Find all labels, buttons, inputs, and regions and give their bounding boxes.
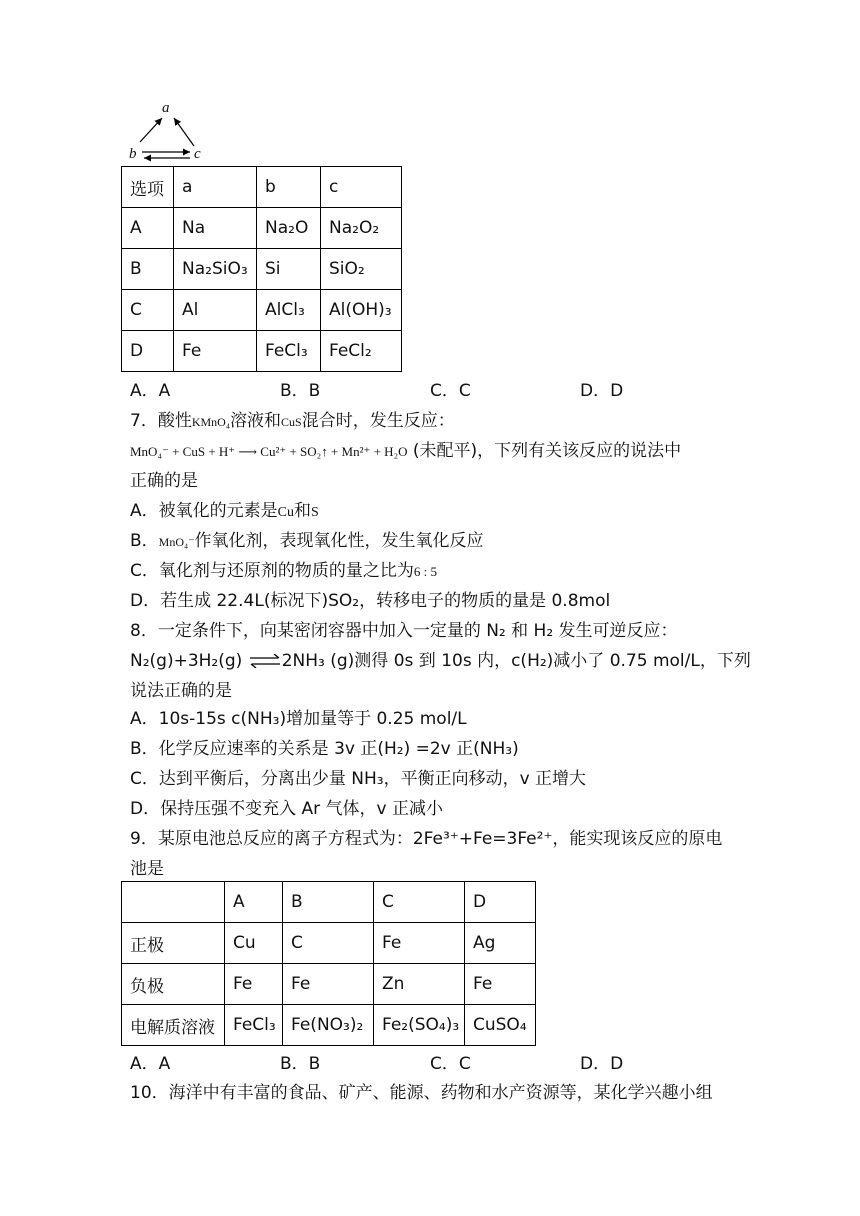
q7-a-s: S	[310, 505, 319, 520]
q7-line3: 正确的是	[130, 471, 198, 491]
q7-option-b	[130, 530, 484, 553]
q8-option-d: D．保持压强不变充入 Ar 气体，v 正减小	[130, 799, 443, 819]
table-row	[122, 290, 402, 331]
cell: FeCl₃	[257, 331, 321, 372]
cell: C	[122, 290, 174, 331]
q7-eq-note: (未配平)，下列有关该反应的说法中	[412, 441, 682, 461]
table-header-row	[122, 882, 536, 923]
options-table	[121, 166, 402, 372]
cell: Fe	[174, 331, 257, 372]
answer-c: C．C	[430, 1054, 471, 1074]
cell: Na₂SiO₃	[174, 249, 257, 290]
table-row	[122, 249, 402, 290]
q7-kmno4: KMnO₄	[191, 415, 231, 429]
answer-b: B．B	[280, 381, 321, 401]
cell: Zn	[374, 964, 465, 1005]
q7-a-text: A．被氧化的元素是	[130, 501, 278, 521]
cell: Si	[257, 249, 321, 290]
q7-option-a	[130, 500, 319, 524]
cell: Al(OH)₃	[321, 290, 402, 331]
answer-a: A．A	[130, 1054, 171, 1074]
answer-c: C．C	[430, 381, 471, 401]
cell: Na₂O₂	[321, 208, 402, 249]
cell: FeCl₂	[321, 331, 402, 372]
cell: C	[283, 923, 374, 964]
q7-mid: 溶液和	[230, 411, 282, 431]
table-row	[122, 1005, 536, 1046]
q7-c-pre: C．氧化剂与还原剂的物质的量之比为	[130, 561, 414, 581]
header-cell: C	[374, 882, 465, 923]
cell: Cu	[225, 923, 283, 964]
cell: SiO₂	[321, 249, 402, 290]
battery-table	[121, 881, 536, 1046]
q8-equation-line	[130, 650, 751, 672]
cell: Na₂O	[257, 208, 321, 249]
q7-option-c	[130, 560, 437, 583]
cell: 正极	[122, 923, 225, 964]
q7-stem	[130, 410, 455, 433]
cell: Fe(NO₃)₂	[283, 1005, 374, 1046]
table-row	[122, 208, 402, 249]
cell: 负极	[122, 964, 225, 1005]
q9-stem: 9．某原电池总反应的离子方程式为：2Fe³⁺+Fe=3Fe²⁺，能实现该反应的原电	[130, 829, 723, 849]
answer-d: D．D	[580, 381, 624, 401]
header-cell	[122, 882, 225, 923]
cell: Na	[174, 208, 257, 249]
answer-a: A．A	[130, 381, 171, 401]
header-cell: A	[225, 882, 283, 923]
node-a: a	[162, 100, 170, 116]
cell: D	[122, 331, 174, 372]
cycle-diagram	[124, 100, 214, 166]
node-c: c	[194, 146, 201, 162]
table-header-row	[122, 167, 402, 208]
table-row	[122, 331, 402, 372]
q7-cus: CuS	[281, 415, 302, 429]
cell: B	[122, 249, 174, 290]
q8-option-b: B．化学反应速率的关系是 3v 正(H₂) =2v 正(NH₃)	[130, 739, 519, 759]
equilibrium-arrow-icon	[248, 654, 282, 668]
cell: AlCl₃	[257, 290, 321, 331]
cell: 电解质溶液	[122, 1005, 225, 1046]
header-cell: b	[257, 167, 321, 208]
cell: Fe	[465, 964, 536, 1005]
q7-b-post: 作氧化剂，表现氧化性，发生氧化反应	[194, 531, 484, 551]
cell: A	[122, 208, 174, 249]
table-row	[122, 964, 536, 1005]
q8-stem: 8．一定条件下，向某密闭容器中加入一定量的 N₂ 和 H₂ 发生可逆反应：	[130, 621, 678, 641]
q7-prefix: 7．酸性	[130, 411, 192, 431]
q10-stem: 10．海洋中有丰富的食品、矿产、能源、药物和水产资源等，某化学兴趣小组	[130, 1083, 713, 1103]
header-cell: D	[465, 882, 536, 923]
cell: Fe	[225, 964, 283, 1005]
q7-equation: MnO₄⁻ + CuS + H⁺ ⟶ Cu²⁺ + SO₂↑ + Mn²⁺ + H₂O	[130, 444, 408, 459]
cell: Fe	[283, 964, 374, 1005]
cell: CuSO₄	[465, 1005, 536, 1046]
answer-b: B．B	[280, 1054, 321, 1074]
q9-line2: 池是	[130, 859, 164, 879]
q8-eq-left: N₂(g)+3H₂(g)	[130, 651, 243, 671]
table-row	[122, 923, 536, 964]
q7-option-d: D．若生成 22.4L(标况下)SO₂，转移电子的物质的量是 0.8mol	[130, 591, 611, 611]
q8-line3: 说法正确的是	[130, 681, 232, 701]
cell: Fe	[374, 923, 465, 964]
node-b: b	[129, 146, 137, 162]
header-cell: c	[321, 167, 402, 208]
answer-d: D．D	[580, 1054, 624, 1074]
header-cell: a	[174, 167, 257, 208]
cell: FeCl₃	[225, 1005, 283, 1046]
q8-option-a: A．10s-15s c(NH₃)增加量等于 0.25 mol/L	[130, 709, 467, 729]
q7-c-ratio: 6 : 5	[413, 564, 437, 579]
q7-equation-line	[130, 440, 681, 463]
cell: Fe₂(SO₄)₃	[374, 1005, 465, 1046]
q7-a-and: 和	[293, 501, 311, 521]
header-cell: B	[283, 882, 374, 923]
q8-eq-right: 2NH₃ (g)测得 0s 到 10s 内，c(H₂)减小了 0.75 mol/L，下列	[281, 651, 751, 671]
q7-suffix: 混合时，发生反应：	[301, 411, 455, 431]
cell: Ag	[465, 923, 536, 964]
header-cell: 选项	[122, 167, 174, 208]
q8-option-c: C．达到平衡后，分离出少量 NH₃，平衡正向移动，v 正增大	[130, 769, 587, 789]
cell: Al	[174, 290, 257, 331]
q7-b-ion: MnO₄⁻	[158, 535, 195, 549]
q7-a-cu: Cu	[277, 505, 294, 520]
q7-b-pre: B．	[130, 531, 159, 551]
